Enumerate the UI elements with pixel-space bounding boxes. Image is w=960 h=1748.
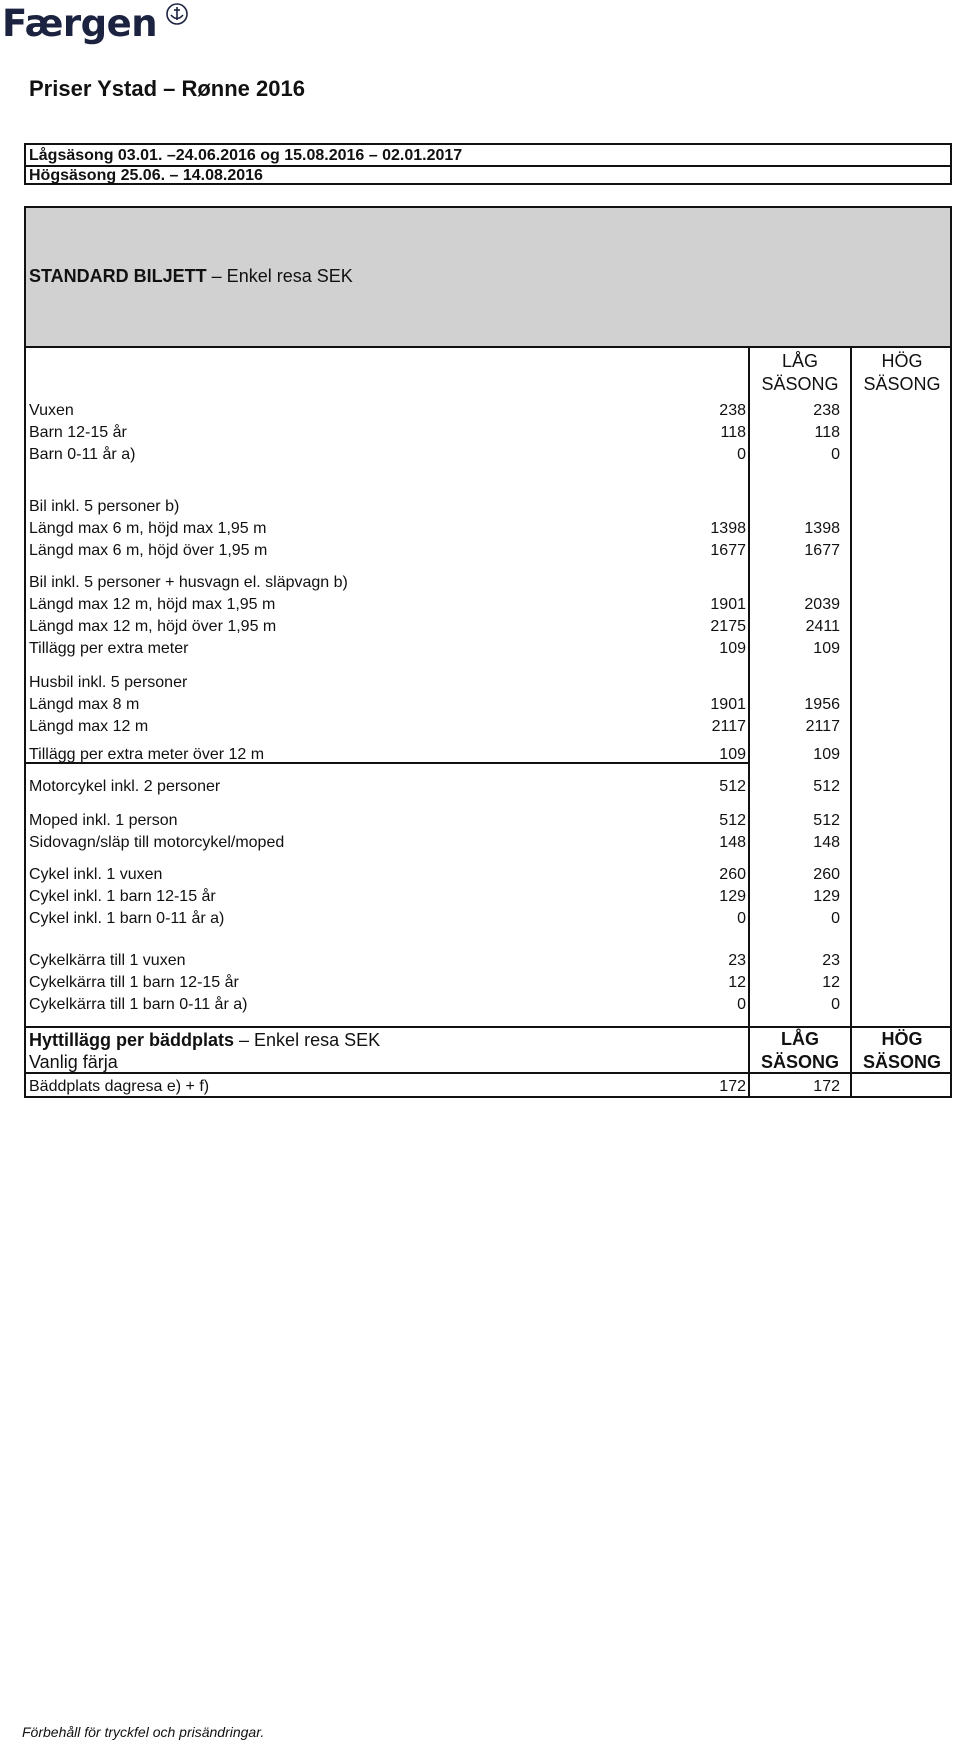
price-high-season: 1677 (804, 542, 840, 559)
price-high-season: 118 (814, 424, 840, 441)
price-low-season: 109 (719, 746, 746, 763)
price-row-label: Barn 12-15 år (29, 424, 127, 441)
price-low-season: 2175 (710, 618, 746, 635)
price-low-season: 12 (728, 974, 746, 991)
price-high-season: 0 (831, 910, 840, 927)
price-low-season: 0 (737, 910, 746, 927)
standard-ticket-title: STANDARD BILJETT – Enkel resa SEK (29, 266, 353, 286)
price-row-label: Motorcykel inkl. 2 personer (29, 778, 221, 795)
cabin-high-season-header: HÖG SÄSONG (862, 1029, 941, 1072)
low-season-column-header: LÅG SÄSONG (761, 351, 839, 394)
price-low-season: 118 (720, 424, 746, 441)
column-divider-label (748, 346, 750, 762)
price-row-label: Cykel inkl. 1 barn 0-11 år a) (29, 910, 225, 927)
price-low-season: 148 (719, 834, 746, 851)
price-row-label: Cykelkärra till 1 barn 12-15 år (29, 974, 239, 991)
price-high-season: 129 (813, 888, 840, 905)
high-season-dates: Högsäsong 25.06. – 14.08.2016 (29, 167, 263, 184)
price-low-season: 1901 (710, 596, 746, 613)
footer-disclaimer: Förbehåll för tryckfel och prisändringar. (22, 1724, 265, 1740)
price-high-season: 512 (813, 778, 840, 795)
season-dates-box (24, 143, 952, 185)
price-high-season: 23 (822, 952, 840, 969)
price-high-season: 0 (831, 446, 840, 463)
price-row-label: Moped inkl. 1 person (29, 812, 178, 829)
price-low-season: 1901 (710, 696, 746, 713)
page-title: Priser Ystad – Rønne 2016 (29, 76, 305, 101)
price-row-label: Längd max 8 m (29, 696, 140, 713)
price-row-label: Längd max 12 m (29, 718, 149, 735)
price-row-label: Cykel inkl. 1 vuxen (29, 866, 163, 883)
price-row-label: Vuxen (29, 402, 74, 419)
price-high-season: 109 (813, 746, 840, 763)
price-low-season: 512 (719, 778, 746, 795)
cabin-row-high-price: 172 (813, 1078, 840, 1095)
price-row-label: Barn 0-11 år a) (29, 446, 136, 463)
price-row-label: Cykel inkl. 1 barn 12-15 år (29, 888, 216, 905)
cabin-row-low-price: 172 (719, 1078, 746, 1095)
price-row-label: Cykelkärra till 1 barn 0-11 år a) (29, 996, 248, 1013)
price-row-label: Cykelkärra till 1 vuxen (29, 952, 186, 969)
price-row-label: Längd max 12 m, höjd max 1,95 m (29, 596, 276, 613)
price-low-season: 23 (728, 952, 746, 969)
price-low-season: 0 (737, 996, 746, 1013)
low-season-dates: Lågsäsong 03.01. –24.06.2016 og 15.08.2016 – 02.01.2017 (29, 147, 463, 164)
price-low-season: 0 (737, 446, 746, 463)
price-high-season: 109 (813, 640, 840, 657)
price-row-label: Tillägg per extra meter (29, 640, 189, 657)
price-high-season: 512 (813, 812, 840, 829)
logo-text: Færgen (2, 1, 158, 45)
price-row-label: Bil inkl. 5 personer b) (29, 498, 180, 515)
price-high-season: 0 (831, 996, 840, 1013)
price-high-season: 2411 (805, 618, 840, 635)
price-high-season: 1956 (804, 696, 840, 713)
price-low-season: 129 (719, 888, 746, 905)
price-high-season: 2039 (804, 596, 840, 613)
price-low-season: 260 (719, 866, 746, 883)
price-low-season: 2117 (711, 718, 746, 735)
price-low-season: 238 (719, 402, 746, 419)
price-row-label: Tillägg per extra meter över 12 m (29, 746, 265, 763)
cabin-title: Hyttillägg per bäddplats – Enkel resa SEK (29, 1030, 381, 1050)
price-high-season: 148 (813, 834, 840, 851)
price-high-season: 12 (822, 974, 840, 991)
price-high-season: 2117 (805, 718, 840, 735)
column-divider-high (850, 346, 852, 1096)
price-table (24, 206, 952, 1098)
cabin-row-label: Bäddplats dagresa e) + f) (29, 1078, 210, 1095)
price-low-season: 1398 (710, 520, 746, 537)
price-high-season: 1398 (804, 520, 840, 537)
price-low-season: 512 (719, 812, 746, 829)
price-high-season: 260 (813, 866, 840, 883)
price-low-season: 1677 (710, 542, 746, 559)
price-high-season: 238 (813, 402, 840, 419)
price-row-label: Sidovagn/släp till motorcykel/moped (29, 834, 285, 851)
cabin-subtitle: Vanlig färja (29, 1052, 118, 1072)
price-row-label: Bil inkl. 5 personer + husvagn el. släpvagn b) (29, 574, 348, 591)
high-season-column-header: HÖG SÄSONG (863, 351, 941, 394)
cabin-low-season-header: LÅG SÄSONG (760, 1029, 839, 1072)
price-row-label: Längd max 12 m, höjd över 1,95 m (29, 618, 277, 635)
price-row-label: Längd max 6 m, höjd max 1,95 m (29, 520, 267, 537)
faergen-logo (2, 2, 189, 44)
ship-wheel-icon (165, 2, 189, 31)
price-row-label: Längd max 6 m, höjd över 1,95 m (29, 542, 268, 559)
price-row-label: Husbil inkl. 5 personer (29, 674, 188, 691)
price-low-season: 109 (719, 640, 746, 657)
standard-ticket-header (26, 208, 950, 348)
